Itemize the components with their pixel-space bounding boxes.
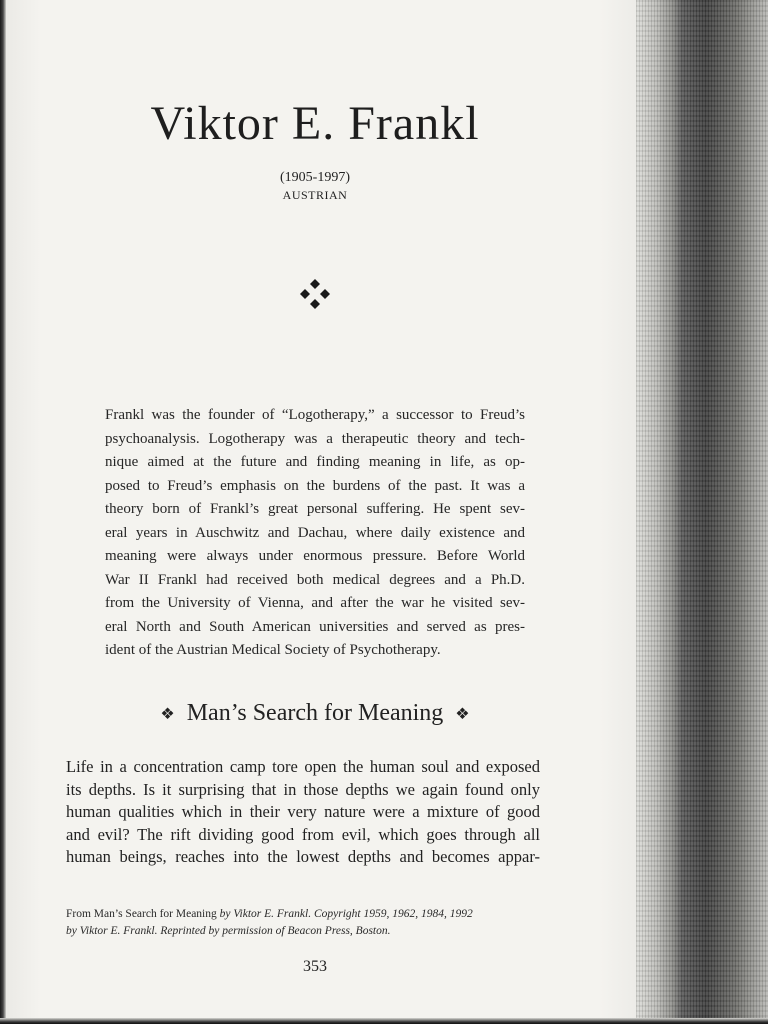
- source-credit-line-2: by Viktor E. Frankl. Reprinted by permission of Beacon Press, Boston.: [66, 925, 391, 937]
- page-title: Viktor E. Frankl: [150, 97, 480, 150]
- bio-line: eral North and South American universities and served as pres-: [105, 618, 525, 635]
- source-credit-line-1: by Viktor E. Frankl. Copyright 1959, 1962, 1984, 1992: [219, 908, 473, 920]
- bio-line: nique aimed at the future and finding meaning in life, as op-: [105, 454, 525, 470]
- excerpt-line: human qualities which in their very nature were a mixture of good: [66, 802, 540, 821]
- page-number: 353: [303, 958, 327, 975]
- excerpt-line: human beings, reaches into the lowest depths and becomes appar-: [66, 847, 540, 866]
- bio-line: meaning were always under enormous pressure. Before World: [105, 548, 525, 564]
- page-left-shadow: [0, 0, 6, 1024]
- excerpt-line: Life in a concentration camp tore open the human soul and exposed: [66, 757, 540, 776]
- bio-line: psychoanalysis. Logotherapy was a therapeutic theory and tech-: [105, 430, 525, 447]
- fleuron-right-icon: ❖: [455, 706, 470, 724]
- book-binding-gutter: [636, 0, 768, 1024]
- section-title: Man’s Search for Meaning: [186, 700, 444, 726]
- excerpt-text: [66, 756, 540, 869]
- bio-line: eral years in Auschwitz and Dachau, where daily existence and: [105, 524, 525, 541]
- author-nationality: AUSTRIAN: [282, 188, 348, 202]
- bio-line: ident of the Austrian Medical Society of Psychotherapy.: [105, 642, 441, 658]
- page-bottom-shadow: [0, 1018, 768, 1024]
- section-heading: [0, 700, 630, 727]
- bio-line: War II Frankl had received both medical degrees and a Ph.D.: [105, 571, 525, 588]
- bio-line: theory born of Frankl’s great personal suffering. He spent sev-: [105, 501, 525, 517]
- author-biography: [105, 404, 525, 663]
- excerpt-line: and evil? The rift dividing good from evil, which goes through all: [66, 824, 540, 844]
- author-dates: (1905-1997): [280, 170, 350, 185]
- excerpt-line: its depths. Is it surprising that in those depths we again found only: [66, 779, 540, 799]
- fleuron-left-icon: ❖: [160, 706, 175, 724]
- four-diamond-fleuron-icon: [299, 278, 331, 310]
- bio-line: posed to Freud’s emphasis on the burdens of the past. It was a: [105, 477, 525, 494]
- bio-line: from the University of Vienna, and after the war he visited sev-: [105, 595, 525, 611]
- source-note: [66, 906, 566, 940]
- bio-line: Frankl was the founder of “Logotherapy,” a successor to Freud’s: [105, 407, 525, 423]
- source-prefix: From Man’s Search for Meaning: [66, 908, 220, 920]
